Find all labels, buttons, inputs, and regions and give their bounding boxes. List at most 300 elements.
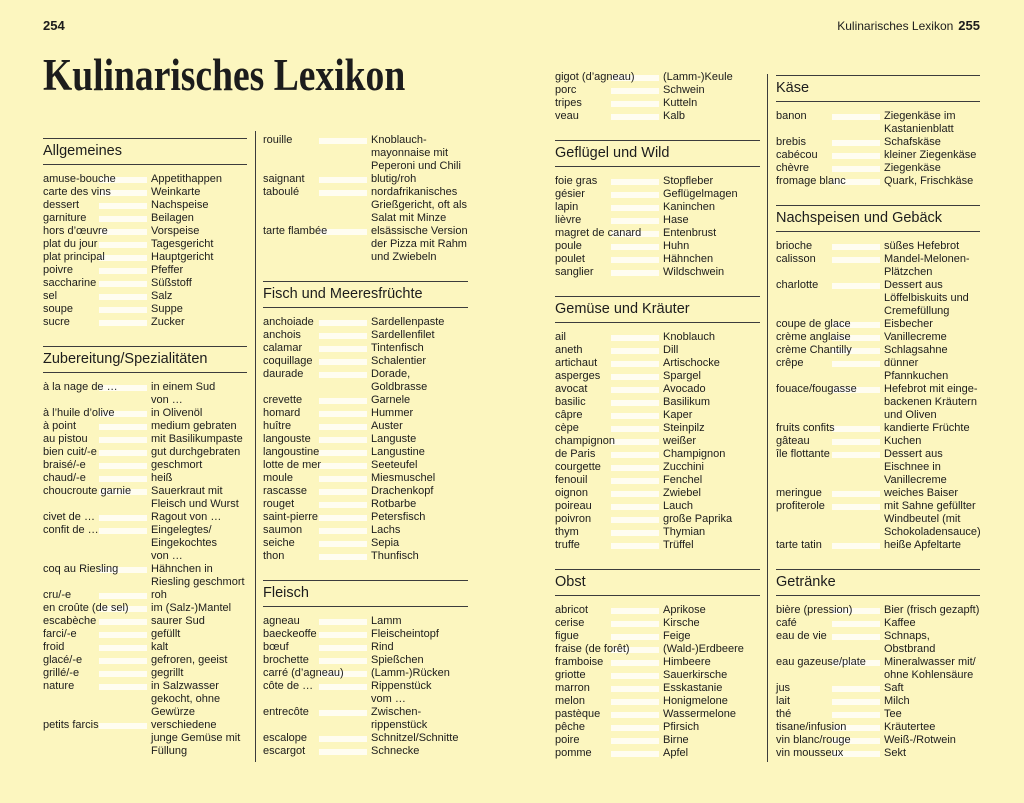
german-translation-line: Gewürze xyxy=(151,706,196,718)
french-term-line xyxy=(263,407,371,420)
german-translation xyxy=(884,357,980,383)
french-term xyxy=(776,435,884,448)
french-term-line xyxy=(776,656,884,669)
german-translation-line: Steinpilz xyxy=(663,422,705,434)
german-translation xyxy=(663,474,760,487)
german-translation-line: verschiedene xyxy=(151,719,217,731)
french-term-text: saignant xyxy=(263,173,305,185)
glossary-entry xyxy=(555,474,760,487)
german-translation-line: große Paprika xyxy=(663,513,733,525)
french-term-text: poireau xyxy=(555,500,592,512)
french-term xyxy=(776,708,884,721)
glossary-entry xyxy=(43,563,247,589)
german-translation xyxy=(371,225,468,264)
french-term-line xyxy=(555,370,663,383)
glossary-entry xyxy=(555,214,760,227)
french-term-text: baeckeoffe xyxy=(263,628,317,640)
glossary-entry xyxy=(555,110,760,123)
french-term xyxy=(555,110,663,123)
french-term-line xyxy=(776,708,884,721)
german-translation xyxy=(663,409,760,422)
french-term-line xyxy=(555,474,663,487)
leader-bar xyxy=(611,543,659,549)
german-translation xyxy=(663,526,760,539)
french-term xyxy=(776,357,884,383)
glossary-entry xyxy=(43,485,247,511)
french-term-line xyxy=(263,654,371,667)
french-term xyxy=(776,617,884,630)
french-term xyxy=(263,472,371,485)
french-term-line xyxy=(776,253,884,266)
french-term xyxy=(555,669,663,682)
french-term xyxy=(555,266,663,279)
french-term-text: profiterole xyxy=(776,500,825,512)
french-term-line xyxy=(263,186,371,199)
glossary-section xyxy=(555,569,760,760)
glossary-entry xyxy=(776,344,980,357)
french-term xyxy=(776,162,884,175)
leader-bar xyxy=(611,530,659,536)
french-term xyxy=(555,695,663,708)
glossary-entry xyxy=(555,357,760,370)
german-translation xyxy=(371,407,468,420)
german-translation xyxy=(371,680,468,706)
french-term xyxy=(776,149,884,162)
french-term-line xyxy=(43,433,151,446)
leader-bar xyxy=(832,244,880,250)
german-translation-line: (Lamm-)Rücken xyxy=(371,667,450,679)
french-term xyxy=(776,448,884,487)
glossary-entry xyxy=(43,472,247,485)
glossary-entry xyxy=(776,734,980,747)
german-translation-line: Spargel xyxy=(663,370,701,382)
german-translation xyxy=(371,654,468,667)
german-translation xyxy=(151,641,247,654)
french-term-line xyxy=(43,212,151,225)
german-translation xyxy=(151,680,247,719)
german-translation-line: (Lamm-)Keule xyxy=(663,71,733,83)
french-term-text: langoustine xyxy=(263,446,320,458)
german-translation xyxy=(884,695,980,708)
german-translation xyxy=(151,303,247,316)
german-translation xyxy=(371,550,468,563)
french-term-line xyxy=(555,734,663,747)
french-term-line xyxy=(43,511,151,524)
french-term-text: choucroute garnie xyxy=(43,485,132,497)
leader-bar xyxy=(319,333,367,339)
german-translation-line: Salz xyxy=(151,290,173,302)
german-translation xyxy=(371,173,468,186)
french-term-text: froid xyxy=(43,641,65,653)
french-term xyxy=(43,238,151,251)
french-term xyxy=(263,641,371,654)
leader-bar xyxy=(611,439,659,445)
glossary-entry xyxy=(263,524,468,537)
french-term-text: soupe xyxy=(43,303,73,315)
french-term-text: pêche xyxy=(555,721,585,733)
french-term-line xyxy=(43,485,151,498)
french-term xyxy=(776,630,884,656)
french-term-line xyxy=(776,357,884,370)
french-term-line xyxy=(555,461,663,474)
german-translation-line: Auster xyxy=(371,420,403,432)
glossary-section-continued xyxy=(263,134,468,264)
glossary-entry xyxy=(555,604,760,617)
french-term xyxy=(776,331,884,344)
german-translation-line: Birne xyxy=(663,734,689,746)
french-term xyxy=(263,745,371,758)
glossary-entry xyxy=(263,654,468,667)
glossary-entry xyxy=(263,446,468,459)
french-term xyxy=(776,253,884,279)
german-translation-line: Lauch xyxy=(663,500,693,512)
german-translation-line: gut durchgebraten xyxy=(151,446,241,458)
leader-bar xyxy=(832,140,880,146)
leader-bar xyxy=(99,645,147,651)
french-term-line xyxy=(555,110,663,123)
german-translation xyxy=(371,667,468,680)
french-term-text: gigot (d’agneau) xyxy=(555,71,635,83)
french-term-text: en croûte (de sel) xyxy=(43,602,129,614)
french-term-text: câpre xyxy=(555,409,583,421)
german-translation-line: Mineralwasser mit/ xyxy=(884,656,976,668)
french-term-line xyxy=(43,680,151,693)
german-translation-line: nordafrikanisches xyxy=(371,186,458,198)
french-term-text: bien cuit/-e xyxy=(43,446,97,458)
french-term-text: à point xyxy=(43,420,77,432)
french-term xyxy=(555,643,663,656)
glossary-section xyxy=(43,346,247,758)
french-term xyxy=(263,459,371,472)
leader-bar xyxy=(611,686,659,692)
german-translation-line: Huhn xyxy=(663,240,690,252)
french-term xyxy=(43,615,151,628)
french-term-text: tarte flambée xyxy=(263,225,328,237)
french-term-line xyxy=(43,381,151,394)
french-term xyxy=(555,331,663,344)
german-translation-line: Obstbrand xyxy=(884,643,936,655)
german-translation-line: Hummer xyxy=(371,407,414,419)
french-term xyxy=(555,409,663,422)
german-translation-line: medium gebraten xyxy=(151,420,237,432)
french-term-line xyxy=(555,240,663,253)
french-term-text: cru/-e xyxy=(43,589,72,601)
french-term xyxy=(43,485,151,511)
german-translation-line: Wassermelone xyxy=(663,708,736,720)
glossary-entry xyxy=(263,433,468,446)
glossary-entry xyxy=(263,472,468,485)
leader-bar xyxy=(611,504,659,510)
french-term-line xyxy=(263,459,371,472)
french-term-text: marron xyxy=(555,682,590,694)
french-term xyxy=(776,695,884,708)
leader-bar xyxy=(611,608,659,614)
german-translation xyxy=(884,331,980,344)
leader-bar xyxy=(319,749,367,755)
leader-bar xyxy=(99,528,147,534)
leader-bar xyxy=(319,528,367,534)
german-translation xyxy=(663,110,760,123)
french-term-line xyxy=(555,604,663,617)
german-translation-line: Schlagsahne xyxy=(884,344,948,356)
glossary-entry xyxy=(263,511,468,524)
german-translation-line: Riesling geschmort xyxy=(151,576,245,588)
leader-bar xyxy=(611,465,659,471)
leader-bar xyxy=(832,699,880,705)
german-translation xyxy=(151,719,247,758)
glossary-entry xyxy=(43,225,247,238)
french-term-line xyxy=(555,266,663,279)
french-term xyxy=(43,446,151,459)
german-translation-line: Süßstoff xyxy=(151,277,192,289)
leader-bar xyxy=(319,736,367,742)
french-term-line xyxy=(43,264,151,277)
french-term-text: calamar xyxy=(263,342,303,354)
french-term-text: saccharine xyxy=(43,277,97,289)
french-term xyxy=(555,526,663,539)
german-translation xyxy=(884,110,980,136)
french-term-line xyxy=(263,134,371,147)
german-translation xyxy=(884,487,980,500)
german-translation-line: Sepia xyxy=(371,537,400,549)
leader-bar xyxy=(832,361,880,367)
german-translation xyxy=(151,524,247,563)
german-translation-line: Lachs xyxy=(371,524,401,536)
glossary-entry xyxy=(43,199,247,212)
leader-bar xyxy=(832,712,880,718)
french-term xyxy=(43,459,151,472)
german-translation xyxy=(371,433,468,446)
french-term xyxy=(555,240,663,253)
german-translation-line: Eisbecher xyxy=(884,318,933,330)
german-translation xyxy=(663,201,760,214)
french-term xyxy=(776,734,884,747)
glossary-entry xyxy=(263,394,468,407)
german-translation xyxy=(151,199,247,212)
glossary-entry xyxy=(776,617,980,630)
french-term xyxy=(555,422,663,435)
german-translation-line: Zucchini xyxy=(663,461,704,473)
glossary-entry xyxy=(43,186,247,199)
french-term xyxy=(555,175,663,188)
leader-bar xyxy=(611,621,659,627)
french-term-line xyxy=(263,732,371,745)
french-term xyxy=(555,188,663,201)
right-page-number: 255 xyxy=(958,18,980,33)
glossary-entry xyxy=(555,656,760,669)
german-translation xyxy=(151,264,247,277)
french-term-text: melon xyxy=(555,695,585,707)
glossary-entry xyxy=(776,435,980,448)
french-term-text: courgette xyxy=(555,461,601,473)
french-term xyxy=(776,344,884,357)
french-term-line xyxy=(263,355,371,368)
french-term xyxy=(263,446,371,459)
german-translation xyxy=(151,446,247,459)
french-term-text: sel xyxy=(43,290,58,302)
german-translation-line: Garnele xyxy=(371,394,411,406)
german-translation-line: Ziegenkäse im xyxy=(884,110,956,122)
german-translation xyxy=(884,721,980,734)
french-term-text: fouace/fougasse xyxy=(776,383,857,395)
french-term xyxy=(776,500,884,539)
german-translation xyxy=(151,238,247,251)
glossary-entry xyxy=(263,706,468,732)
german-translation xyxy=(371,134,468,173)
german-translation xyxy=(663,97,760,110)
leader-bar xyxy=(611,270,659,276)
french-term-text: thon xyxy=(263,550,285,562)
glossary-entry xyxy=(555,708,760,721)
french-term-text: thym xyxy=(555,526,579,538)
leader-bar xyxy=(611,712,659,718)
german-translation xyxy=(371,342,468,355)
german-translation xyxy=(884,162,980,175)
leader-bar xyxy=(99,632,147,638)
german-translation-line: Sardellenpaste xyxy=(371,316,445,328)
german-translation xyxy=(663,643,760,656)
glossary-entry xyxy=(555,253,760,266)
french-term xyxy=(555,682,663,695)
french-term xyxy=(43,420,151,433)
french-term xyxy=(43,264,151,277)
german-translation-line: gekocht, ohne xyxy=(151,693,221,705)
german-translation xyxy=(884,149,980,162)
french-term-text: poulet xyxy=(555,253,585,265)
german-translation xyxy=(884,734,980,747)
french-term-text: eau gazeuse/plate xyxy=(776,656,866,668)
leader-bar xyxy=(611,426,659,432)
german-translation xyxy=(884,253,980,279)
french-term-line xyxy=(43,251,151,264)
section-heading: Nachspeisen und Gebäck xyxy=(776,205,980,232)
section-heading: Fleisch xyxy=(263,580,468,607)
glossary-entry xyxy=(555,84,760,97)
glossary-entry xyxy=(555,266,760,279)
german-translation xyxy=(151,186,247,199)
french-term xyxy=(555,474,663,487)
french-term xyxy=(43,680,151,719)
french-term-line xyxy=(555,630,663,643)
leader-bar xyxy=(319,489,367,495)
glossary-section xyxy=(263,580,468,758)
french-term xyxy=(776,539,884,552)
german-translation-line: Honigmelone xyxy=(663,695,728,707)
leader-bar xyxy=(99,320,147,326)
glossary-entry xyxy=(43,615,247,628)
french-term xyxy=(43,602,151,615)
german-translation-line: Vanillecreme xyxy=(884,331,947,343)
glossary-entry xyxy=(43,290,247,303)
french-term-line xyxy=(776,422,884,435)
glossary-section xyxy=(776,569,980,760)
french-term-line xyxy=(776,279,884,292)
french-term xyxy=(43,316,151,329)
german-translation-line: in einem Sud xyxy=(151,381,216,393)
german-translation-line: Salat mit Minze xyxy=(371,212,447,224)
glossary-entry xyxy=(43,654,247,667)
glossary-entry xyxy=(555,240,760,253)
leader-bar xyxy=(319,450,367,456)
german-translation xyxy=(371,186,468,225)
leader-bar xyxy=(611,348,659,354)
glossary-entry xyxy=(43,407,247,420)
german-translation xyxy=(884,539,980,552)
german-translation xyxy=(884,344,980,357)
french-term-text: lait xyxy=(776,695,791,707)
german-translation-line: Zwischen- xyxy=(371,706,422,718)
french-term xyxy=(776,383,884,422)
german-translation xyxy=(371,628,468,641)
french-term-line xyxy=(776,747,884,760)
german-translation xyxy=(663,253,760,266)
german-translation-line: Artischocke xyxy=(663,357,720,369)
german-translation xyxy=(663,669,760,682)
glossary-entry xyxy=(555,396,760,409)
french-term xyxy=(263,706,371,732)
french-term-line xyxy=(555,526,663,539)
french-term-text: aneth xyxy=(555,344,583,356)
german-translation xyxy=(663,604,760,617)
german-translation xyxy=(884,136,980,149)
german-translation xyxy=(884,240,980,253)
french-term-text: porc xyxy=(555,84,577,96)
french-term-line xyxy=(263,420,371,433)
leader-bar xyxy=(611,673,659,679)
french-term xyxy=(263,667,371,680)
german-translation-line: in Olivenöl xyxy=(151,407,203,419)
french-term-line xyxy=(263,173,371,186)
german-translation-line: Hähnchen xyxy=(663,253,714,265)
french-term xyxy=(43,303,151,316)
french-term xyxy=(555,201,663,214)
french-term-line xyxy=(555,188,663,201)
french-term-text: daurade xyxy=(263,368,304,380)
french-term-text: garniture xyxy=(43,212,87,224)
glossary-entry xyxy=(776,253,980,279)
german-translation-line: mit Sahne gefüllter xyxy=(884,500,976,512)
french-term-text: cerise xyxy=(555,617,585,629)
glossary-section xyxy=(555,140,760,279)
german-translation-line: Hefebrot mit einge- xyxy=(884,383,978,395)
glossary-entry xyxy=(555,643,760,656)
french-term-text: poule xyxy=(555,240,582,252)
section-heading: Obst xyxy=(555,569,760,596)
french-term-text: vin mousseux xyxy=(776,747,844,759)
leader-bar xyxy=(99,242,147,248)
french-term xyxy=(555,383,663,396)
french-term-line xyxy=(555,747,663,760)
french-term-line xyxy=(263,550,371,563)
french-term-line xyxy=(43,186,151,199)
french-term-text: fenouil xyxy=(555,474,588,486)
section-heading: Käse xyxy=(776,75,980,102)
glossary-entry xyxy=(263,537,468,550)
german-translation-line: Rotbarbe xyxy=(371,498,417,510)
german-translation-line: Seeteufel xyxy=(371,459,418,471)
german-translation-line: Sauerkirsche xyxy=(663,669,728,681)
leader-bar xyxy=(319,190,367,196)
glossary-column xyxy=(776,75,980,760)
french-term-line xyxy=(43,420,151,433)
leader-bar xyxy=(611,634,659,640)
german-translation xyxy=(151,511,247,524)
french-term-line xyxy=(555,656,663,669)
french-term-line xyxy=(43,719,151,732)
german-translation-line: Windbeutel (mit xyxy=(884,513,961,525)
french-term-line xyxy=(263,511,371,524)
french-term-line xyxy=(43,225,151,238)
